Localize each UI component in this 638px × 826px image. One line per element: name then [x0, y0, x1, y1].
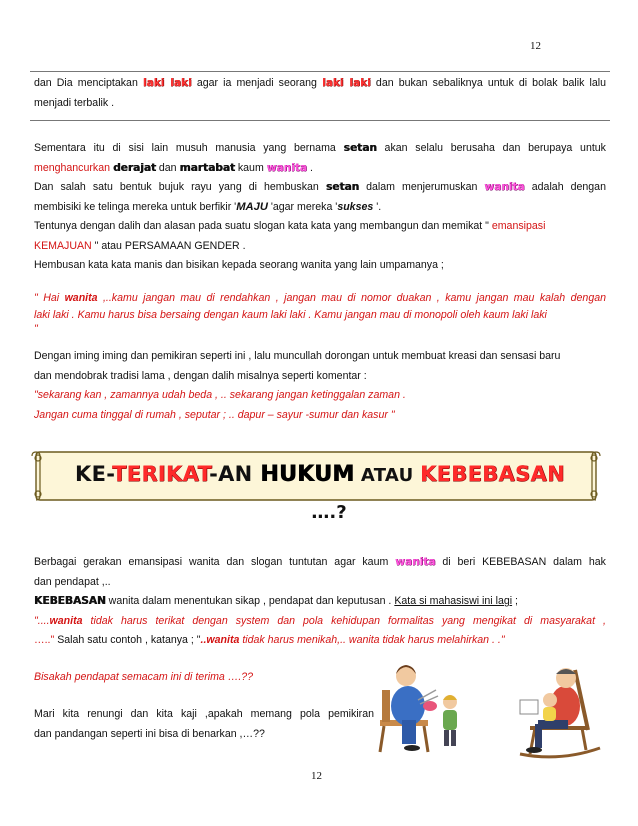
text-line: dan pendapat ,..	[34, 575, 111, 588]
quote-hai-wanita	[34, 290, 606, 334]
family-illustration	[370, 650, 610, 760]
paragraph-iming-iming	[34, 347, 606, 425]
top-rule	[30, 71, 610, 72]
boxed-paragraph	[34, 74, 606, 113]
text-line: Mari kita renungi dan kita kaji ,apakah memang pola pemikiran	[34, 708, 374, 720]
page-number-top: 12	[530, 40, 541, 52]
text-line: Dengan iming iming dan pemikiran seperti ini , lalu muncullah dorongan untuk membuat kreasi dan sensasi baru	[34, 350, 561, 362]
text-line: "	[34, 323, 38, 335]
text-line: Berbagai gerakan emansipasi wanita dan slogan tuntutan agar kaum wanita di beri KEBEBASAN dalam hak	[34, 556, 606, 568]
text-line: Jangan cuma tinggal di rumah , seputar ; .. dapur – sayur -sumur dan kasur "	[34, 408, 395, 421]
paragraph-kebebasan	[34, 553, 606, 651]
text-line: Hembusan kata kata manis dan bisikan kepada seorang wanita yang lain umpamanya ;	[34, 259, 444, 271]
title-banner	[30, 450, 602, 502]
text-line: dan mendobrak tradisi lama , dengan dalih misalnya seperti komentar :	[34, 369, 367, 382]
text-line: KEMAJUAN " atau PERSAMAAN GENDER .	[34, 239, 246, 252]
man-rocking-chair-figure	[520, 668, 600, 757]
bottom-rule	[30, 120, 610, 121]
text-line: "sekarang kan , zamannya udah beda , .. sekarang jangan ketinggalan zaman .	[34, 389, 406, 401]
text-line: Bisakah pendapat semacam ini di terima ….??	[34, 671, 254, 683]
text-line: laki laki . Kamu harus bisa bersaing dengan kaum laki laki . Kamu jangan mau di monopoli oleh kaum laki laki	[34, 309, 547, 321]
text-line: Sementara itu di sisi lain musuh manusia yang bernama setan akan selalu berusaha dan berupaya untuk	[34, 142, 606, 154]
banner-question: ….?	[311, 502, 347, 523]
text-line: KEBEBASAN wanita dalam menentukan sikap , pendapat dan keputusan . Kata si mahasiswi ini lagi ;	[34, 595, 518, 607]
text-line: ….." Salah satu contoh , katanya ; "..wanita tidak harus menikah,.. wanita tidak harus melahirkan . ."	[34, 634, 505, 646]
text-line: dan pandangan seperti ini bisa di benarkan ,…??	[34, 727, 265, 740]
paragraph-setan	[34, 139, 606, 276]
text-line: " Hai wanita ,..kamu jangan mau di rendahkan , jangan mau di nomor duakan , kamu jangan mau kalah dengan	[34, 292, 606, 304]
text-line: membisiki ke telinga mereka untuk berfikir 'MAJU 'agar mereka 'sukses '.	[34, 200, 382, 213]
closing-paragraph	[34, 705, 374, 744]
text-line: "....wanita tidak harus terikat dengan system dan pola kehidupan formalitas yang mengikat di masyarakat ,	[34, 614, 606, 627]
text-line: menghancurkan derajat dan martabat kaum wanita .	[34, 161, 313, 174]
text-line: menjadi terbalik .	[34, 96, 115, 109]
banner-title: KE-TERIKAT-AN HUKUM ATAU KEBEBASAN	[75, 462, 565, 487]
child-figure	[443, 695, 457, 746]
page-number-bottom: 12	[311, 770, 322, 782]
text-line: Tentunya dengan dalih dan alasan pada suatu slogan kata kata yang membangun dan memikat " emansipasi	[34, 220, 546, 232]
text-line: Dan salah satu bentuk bujuk rayu yang di hembuskan setan dalam menjerumuskan wanita adalah dengan	[34, 181, 606, 193]
text-line: dan Dia menciptakan laki laki agar ia menjadi seorang laki laki dan bukan sebaliknya untuk di bolak balik lalu	[34, 77, 606, 89]
woman-knitting-figure	[380, 665, 438, 752]
